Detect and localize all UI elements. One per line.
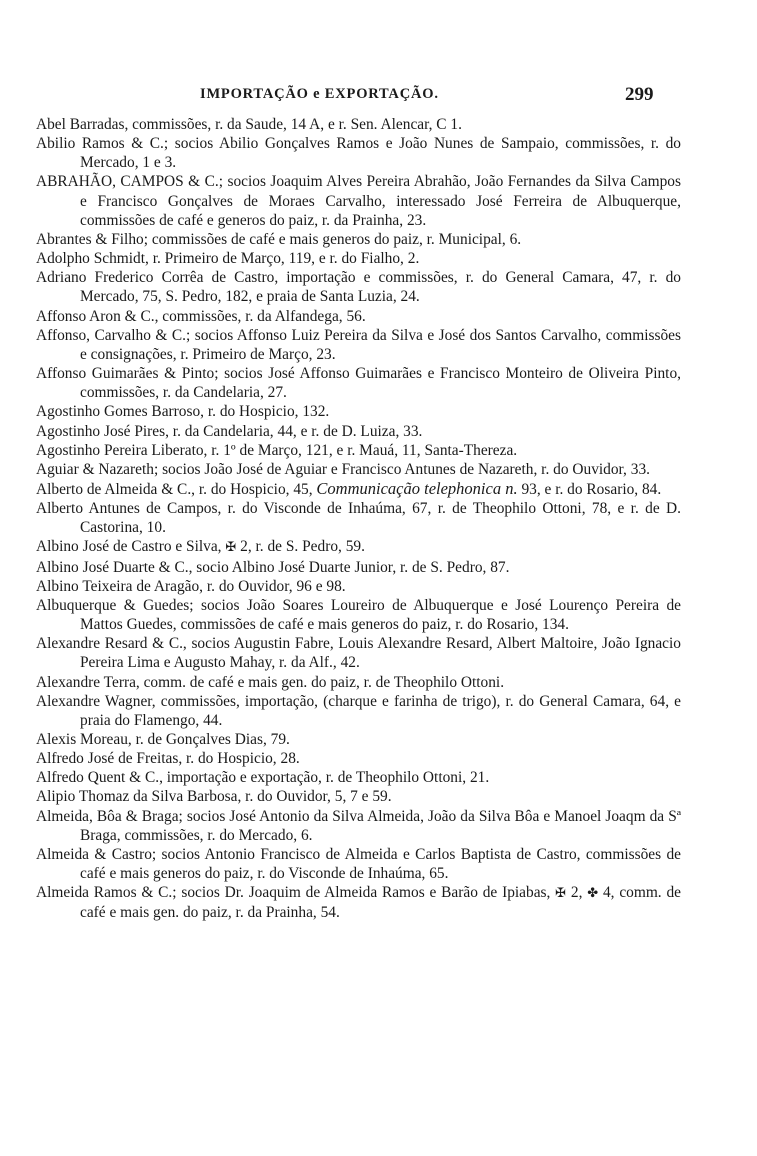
entry-text: 2, <box>566 884 588 902</box>
directory-entry: Alexandre Wagner, commissões, importação, (charque e farinha de trigo), r. do General Camara, 64, e praia do Flamengo, 44. <box>36 692 681 729</box>
directory-entry: Abilio Ramos & C.; socios Abilio Gonçalves Ramos e João Nunes de Sampaio, commissões, r. do Mercado, 1 e 3. <box>36 135 681 172</box>
entry-text: Albino José de Castro e Silva, <box>36 538 226 556</box>
directory-entry: Agostinho Pereira Liberato, r. 1º de Março, 121, e r. Mauá, 11, Santa-Thereza. <box>36 441 518 459</box>
entry-text: 4, comm. de café e mais gen. do paiz, r. da Prainha, 54. <box>80 884 681 922</box>
directory-entry: Alfredo Quent & C., importação e exportação, r. de Theophilo Ottoni, 21. <box>36 769 490 787</box>
entry-text: 2, r. de S. Pedro, 59. <box>236 538 365 556</box>
directory-entry: Affonso Guimarães & Pinto; socios José Affonso Guimarães e Francisco Monteiro de Oliveira Pinto, commissões, r. da Candelaria, 27. <box>36 365 681 402</box>
directory-entry: Abrantes & Filho; commissões de café e mais generos do paiz, r. Municipal, 6. <box>36 230 522 248</box>
directory-entry: Affonso, Carvalho & C.; socios Affonso Luiz Pereira da Silva e José dos Santos Carvalho, commissões e consignações, r. Primeiro de Março, 23. <box>36 326 681 363</box>
directory-entry: Agostinho Gomes Barroso, r. do Hospicio, 132. <box>36 403 330 421</box>
entry-text: Almeida Ramos & C.; socios Dr. Joaquim de Almeida Ramos e Barão de Ipiabas, <box>36 884 556 902</box>
directory-entry: Adriano Frederico Corrêa de Castro, importação e commissões, r. do General Camara, 47, r. do Mercado, 75, S. Pedro, 182, e praia de Santa Luzia, 24. <box>36 269 681 306</box>
entry-text: Alberto de Almeida & C., r. do Hospicio, 45, <box>36 480 317 498</box>
directory-entry: Abel Barradas, commissões, r. da Saude, 14 A, e r. Sen. Alencar, C 1. <box>36 116 462 133</box>
directory-entry <box>36 537 681 557</box>
directory-entry: Adolpho Schmidt, r. Primeiro de Março, 119, e r. do Fialho, 2. <box>36 250 420 268</box>
directory-entry <box>36 883 681 922</box>
directory-entry: Alexis Moreau, r. de Gonçalves Dias, 79. <box>36 731 290 748</box>
entry-italic-note: Communicação telephonica n. <box>316 478 518 498</box>
directory-entry: Alberto Antunes de Campos, r. do Visconde de Inhaúma, 67, r. de Theophilo Ottoni, 78, e r. de D. Castorina, 10. <box>36 500 681 537</box>
medal-symbol-icon: ✤ <box>587 886 599 902</box>
page-header <box>0 86 757 110</box>
directory-entry: Almeida & Castro; socios Antonio Francisco de Almeida e Carlos Baptista de Castro, commissões de café e mais generos do paiz, r. do Visconde de Inhaúma, 65. <box>36 845 681 883</box>
directory-entry: Albuquerque & Guedes; socios João Soares Loureiro de Albuquerque e José Lourenço Pereira de Mattos Guedes, commissões de café e mais generos do paiz, r. do Rosario, 134. <box>36 596 681 634</box>
directory-entry: Agostinho José Pires, r. da Candelaria, 44, e r. de D. Luiza, 33. <box>36 422 423 440</box>
directory-entry: ABRAHÃO, CAMPOS & C.; socios Joaquim Alves Pereira Abrahão, João Fernandes da Silva Campos e Francisco Gonçalves de Moraes Carvalho, interessado José Ferreira de Albuquerque, commissões de café e generos do paiz, r. da Prainha, 23. <box>36 173 681 229</box>
directory-entries <box>36 115 681 923</box>
entry-text: 93, e r. do Rosario, 84. <box>517 480 662 498</box>
directory-entry <box>36 479 681 499</box>
directory-entry: Albino José Duarte & C., socio Albino José Duarte Junior, r. de S. Pedro, 87. <box>36 558 510 576</box>
cross-symbol-icon: ✠ <box>555 886 567 902</box>
directory-entry: Affonso Aron & C., commissões, r. da Alfandega, 56. <box>36 307 366 325</box>
directory-entry: Alexandre Resard & C., socios Augustin Fabre, Louis Alexandre Resard, Albert Maltoire, João Ignacio Pereira Lima e Augusto Mahay, r. da Alf., 42. <box>36 635 681 672</box>
directory-entry: Alfredo José de Freitas, r. do Hospicio, 28. <box>36 750 300 768</box>
page-title: IMPORTAÇÃO e EXPORTAÇÃO. <box>200 86 439 102</box>
directory-entry: Alipio Thomaz da Silva Barbosa, r. do Ouvidor, 5, 7 e 59. <box>36 788 392 806</box>
directory-entry: Aguiar & Nazareth; socios João José de Aguiar e Francisco Antunes de Nazareth, r. do Ouvidor, 33. <box>36 460 650 478</box>
directory-entry: Alexandre Terra, comm. de café e mais gen. do paiz, r. de Theophilo Ottoni. <box>36 673 505 691</box>
cross-symbol-icon: ✠ <box>225 540 237 556</box>
directory-entry: Albino Teixeira de Aragão, r. do Ouvidor, 96 e 98. <box>36 577 346 595</box>
page-number: 299 <box>625 84 654 105</box>
directory-entry: Almeida, Bôa & Braga; socios José Antonio da Silva Almeida, João da Silva Bôa e Manoel Joaqm da Sª Braga, commissões, r. do Mercado, 6. <box>36 807 681 844</box>
